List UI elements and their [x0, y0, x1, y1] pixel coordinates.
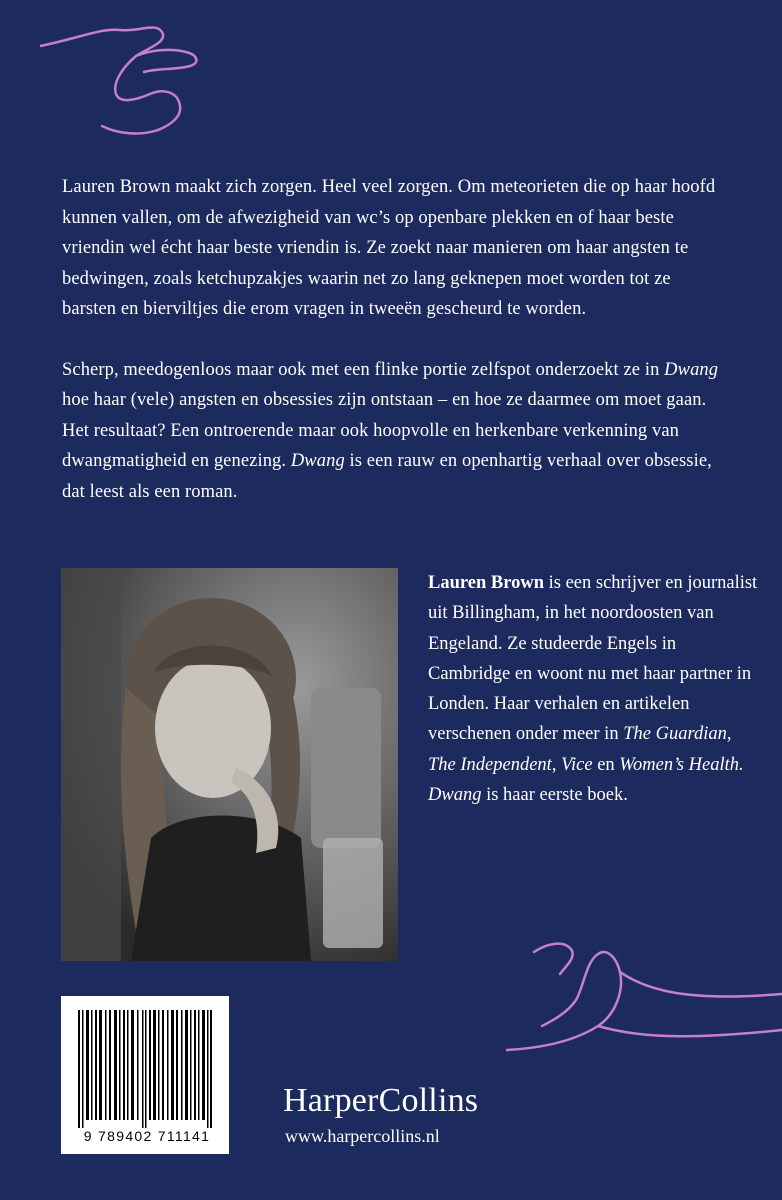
- author-photo: [61, 568, 398, 961]
- publisher-website[interactable]: www.harpercollins.nl: [285, 1126, 440, 1146]
- book-title: Dwang: [428, 785, 482, 806]
- bio-paragraph: [428, 568, 758, 810]
- blurb-paragraph-2: [62, 355, 722, 508]
- publication-name: The Independent: [428, 754, 552, 775]
- bio-text: is een schrijver en journalist uit Billingham, in het noordoosten van Engeland. Ze studeerde Engels in Cambridge en woont nu met haar partner in Londen. Haar verhalen en artikelen verschenen onder meer in: [428, 573, 758, 745]
- blurb-paragraph-1: Lauren Brown maakt zich zorgen. Heel veel zorgen. Om meteorieten die op haar hoofd kunnen vallen, om de afwezigheid van wc’s op openbare plekken en of haar beste vriendin wel écht haar beste vriendin is. Ze zoekt naar manieren om haar angsten te bedwingen, zoals ketchupzakjes waarin net zo lang geknepen moet worden tot ze barsten en bierviltjes die erom vragen in tweeën gescheurd te worden.: [62, 177, 716, 319]
- barcode: [61, 996, 229, 1154]
- author-bio: [428, 568, 758, 810]
- isbn-number: 9 789402 711141: [83, 1128, 211, 1144]
- blurb: [62, 172, 722, 507]
- publication-name: Women’s Health.: [619, 754, 744, 775]
- barcode-bars: [78, 1010, 212, 1128]
- blurb-text: Scherp, meedogenloos maar ook met een flinke portie zelfspot onderzoekt ze in: [62, 359, 665, 380]
- bio-text: ,: [551, 754, 562, 775]
- bio-text: ,: [726, 724, 732, 745]
- blurb-text: hoe haar (vele) angsten en obsessies zijn ontstaan – en hoe ze daarmee om moet gaan. Het resultaat? Een ontroerende maar ook hoopvolle en herkenbare verkenning van dwangmatigheid en genezing.: [62, 390, 707, 471]
- publication-name: The Guardian: [623, 724, 727, 745]
- blurb-text: is een rauw en openhartig verhaal over obsessie, dat leest als een roman.: [62, 451, 712, 502]
- hand-outline-icon: [40, 8, 260, 148]
- book-title: Dwang: [664, 359, 719, 380]
- publisher-logo: HarperCollins: [283, 1082, 479, 1119]
- publication-name: Vice: [561, 754, 593, 775]
- author-portrait: [61, 568, 398, 961]
- open-hand-outline-icon: [506, 930, 782, 1080]
- author-name: Lauren Brown: [428, 573, 544, 593]
- bio-text: is haar eerste boek.: [481, 785, 628, 806]
- book-title: Dwang: [290, 451, 345, 471]
- bio-text: en: [592, 754, 620, 775]
